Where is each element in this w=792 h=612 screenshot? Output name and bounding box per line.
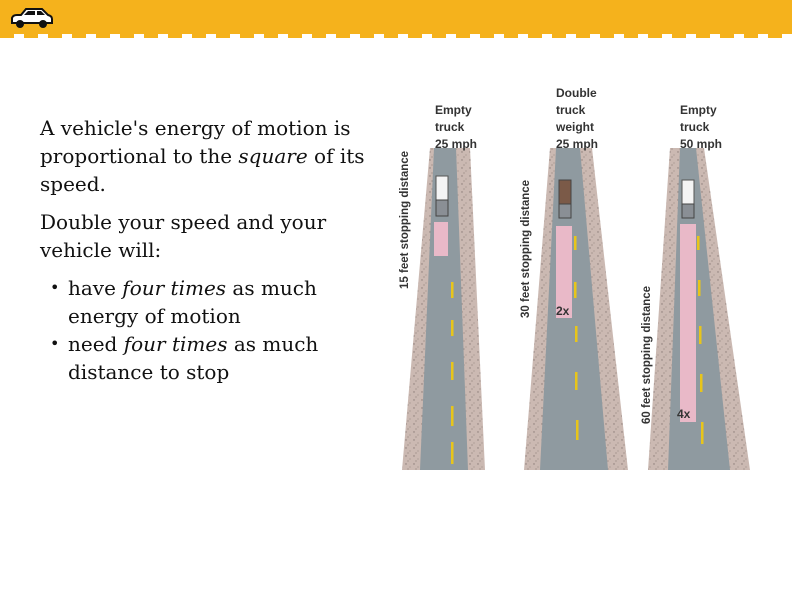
header-bar xyxy=(0,0,792,38)
car-icon xyxy=(8,6,54,30)
road-1-label-line-2: truck xyxy=(435,120,465,134)
paragraph-double-speed: Double your speed and your vehicle will: xyxy=(40,210,327,262)
road-3-multiplier: 4x xyxy=(677,407,691,421)
stopping-distance-figure xyxy=(388,86,760,476)
road-1-label-line-1: Empty xyxy=(435,103,472,117)
road-3-label-line-3: 50 mph xyxy=(680,137,723,151)
road-3-label-line-2: truck xyxy=(680,120,710,134)
bullet-energy: • have four times as much energy of motion xyxy=(40,274,370,330)
bullet-list xyxy=(40,274,370,386)
road-2-label-line-2: truck xyxy=(556,103,586,117)
road-2 xyxy=(520,86,628,470)
slide-text xyxy=(40,114,370,386)
road-3 xyxy=(641,103,750,470)
road-2-label-line-4: 25 mph xyxy=(556,137,599,151)
truck-3 xyxy=(682,180,694,204)
road-3-label-line-1: Empty xyxy=(680,103,717,117)
road-1-stopping-label: 15 feet stopping distance xyxy=(399,150,411,289)
truck-2 xyxy=(559,180,571,204)
header-dashed-border xyxy=(0,34,792,38)
road-2-label-line-3: weight xyxy=(556,120,594,134)
stopping-zone-3 xyxy=(680,224,696,422)
road-1 xyxy=(399,103,485,470)
truck-1 xyxy=(436,176,448,200)
stopping-zone-1 xyxy=(434,222,448,256)
road-2-stopping-label: 30 feet stopping distance xyxy=(520,179,532,318)
road-1-label-line-3: 25 mph xyxy=(435,137,478,151)
road-3-stopping-label: 60 feet stopping distance xyxy=(641,285,653,424)
paragraph-energy: A vehicle's energy of motion is proportional to the square of its speed. xyxy=(40,116,365,196)
road-2-multiplier: 2x xyxy=(556,304,570,318)
road-2-label-line-1: Double xyxy=(556,86,597,100)
bullet-distance: • need four times as much distance to stop xyxy=(40,330,370,386)
